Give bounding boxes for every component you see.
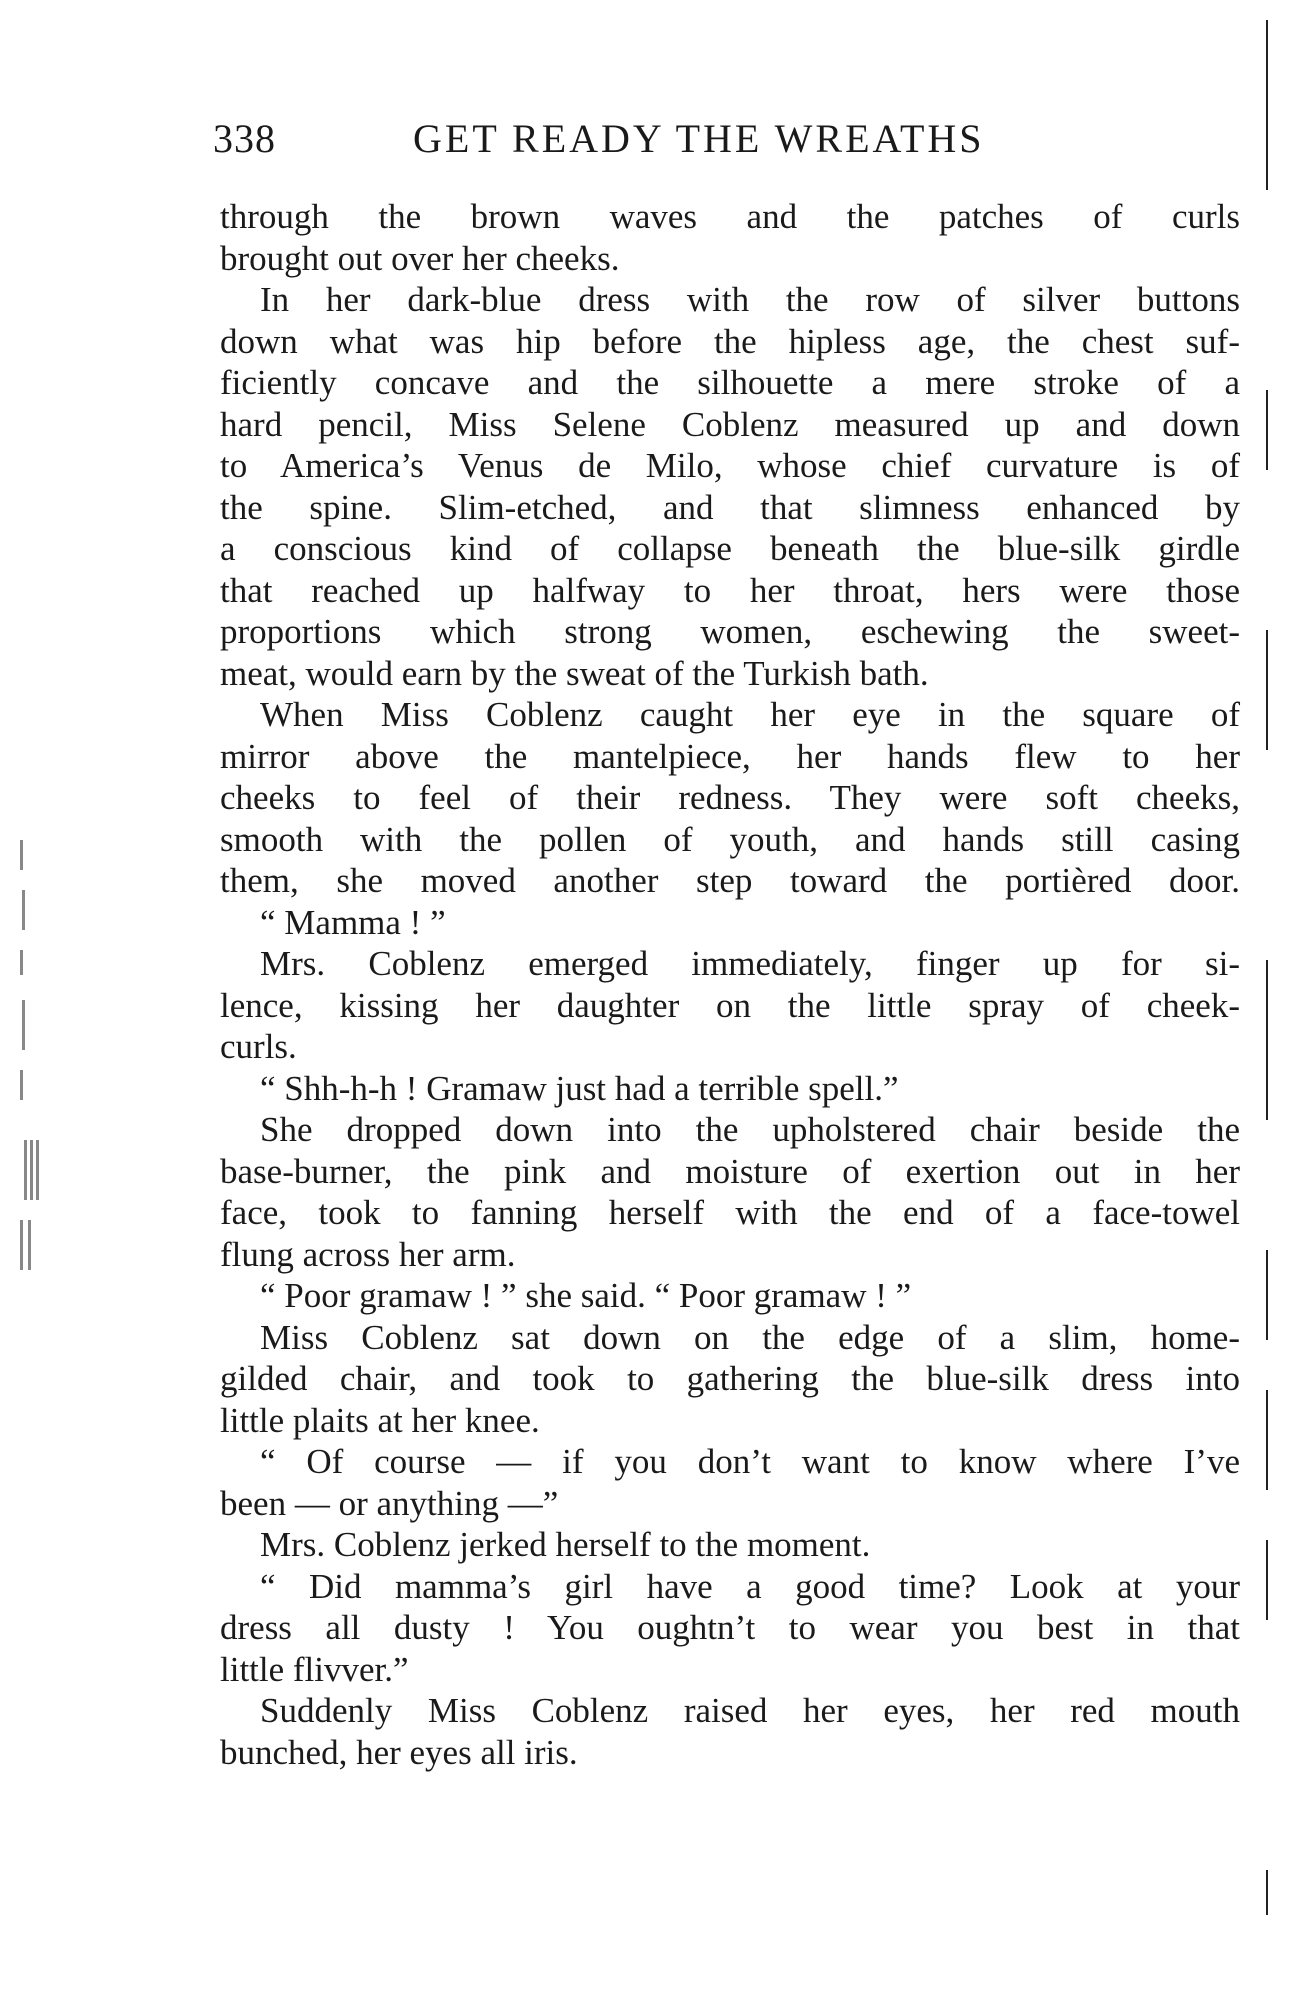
text-line: lence, kissing her daughter on the little spray of cheek-: [220, 985, 1240, 1025]
text-line: Mrs. Coblenz jerked herself to the moment.: [260, 1525, 871, 1564]
text-line: down what was hip before the hipless age, the chest suf-: [220, 321, 1240, 361]
text-line: that reached up halfway to her throat, hers were those: [220, 570, 1240, 610]
text-line: gilded chair, and took to gathering the blue-silk dress into: [220, 1359, 1240, 1398]
text-line: flung across her arm.: [220, 1234, 516, 1274]
text-line: “ Did mamma’s girl have a good time? Look at your: [260, 1566, 1240, 1606]
text-line: a conscious kind of collapse beneath the blue-silk girdle: [220, 529, 1240, 568]
margin-rule: [1266, 630, 1268, 750]
text-line: Miss Coblenz sat down on the edge of a slim, home-: [260, 1317, 1240, 1357]
text-line: Mrs. Coblenz emerged immediately, finger up for si-: [260, 944, 1240, 983]
text-line: smooth with the pollen of youth, and hands still casing: [220, 819, 1240, 859]
text-line: little plaits at her knee.: [220, 1400, 540, 1440]
text-line: brought out over her cheeks.: [220, 238, 620, 278]
text-line: Suddenly Miss Coblenz raised her eyes, her red mouth: [260, 1691, 1240, 1730]
body-text: [220, 196, 1240, 1773]
margin-rule: [1266, 1540, 1268, 1620]
running-head: GET READY THE WREATHS: [413, 116, 985, 161]
text-line: base-burner, the pink and moisture of exertion out in her: [220, 1151, 1240, 1191]
text-line: them, she moved another step toward the portièred door.: [220, 861, 1240, 900]
text-line: dress all dusty ! You oughtn’t to wear you best in that: [220, 1608, 1240, 1647]
text-line: through the brown waves and the patches of curls: [220, 197, 1240, 236]
margin-rule: [1266, 1250, 1268, 1340]
text-line: the spine. Slim-etched, and that slimness enhanced by: [220, 487, 1240, 527]
text-line: “ Mamma ! ”: [260, 902, 446, 942]
margin-rule: [1266, 1870, 1268, 1915]
text-line: “ Of course — if you don’t want to know where I’ve: [260, 1442, 1240, 1481]
margin-rule: [1266, 1390, 1268, 1490]
text-line: She dropped down into the upholstered chair beside the: [260, 1110, 1240, 1149]
text-line: “ Poor gramaw ! ” she said. “ Poor gramaw ! ”: [260, 1276, 912, 1315]
text-line: cheeks to feel of their redness. They were soft cheeks,: [220, 778, 1240, 817]
page-number: 338: [213, 116, 276, 161]
text-line: mirror above the mantelpiece, her hands flew to her: [220, 736, 1240, 776]
text-line: to America’s Venus de Milo, whose chief curvature is of: [220, 446, 1240, 485]
text-line: proportions which strong women, eschewing the sweet-: [220, 612, 1240, 651]
text-line: been — or anything —”: [220, 1483, 559, 1523]
text-line: little flivver.”: [220, 1649, 409, 1689]
scan-artifacts: [20, 840, 60, 1280]
text-line: curls.: [220, 1027, 297, 1066]
margin-rule: [1266, 20, 1268, 190]
margin-rule: [1266, 960, 1268, 1120]
text-line: face, took to fanning herself with the end of a face-towel: [220, 1193, 1240, 1232]
text-line: bunched, her eyes all iris.: [220, 1732, 578, 1772]
page-header: [213, 115, 1083, 175]
text-line: When Miss Coblenz caught her eye in the square of: [260, 695, 1240, 734]
text-line: ficiently concave and the silhouette a mere stroke of a: [220, 363, 1240, 402]
text-line: hard pencil, Miss Selene Coblenz measured up and down: [220, 404, 1240, 444]
text-line: In her dark-blue dress with the row of silver buttons: [260, 280, 1240, 319]
text-line: “ Shh-h-h ! Gramaw just had a terrible spell.”: [260, 1068, 899, 1108]
text-line: meat, would earn by the sweat of the Turkish bath.: [220, 653, 929, 693]
margin-rule: [1266, 390, 1268, 470]
